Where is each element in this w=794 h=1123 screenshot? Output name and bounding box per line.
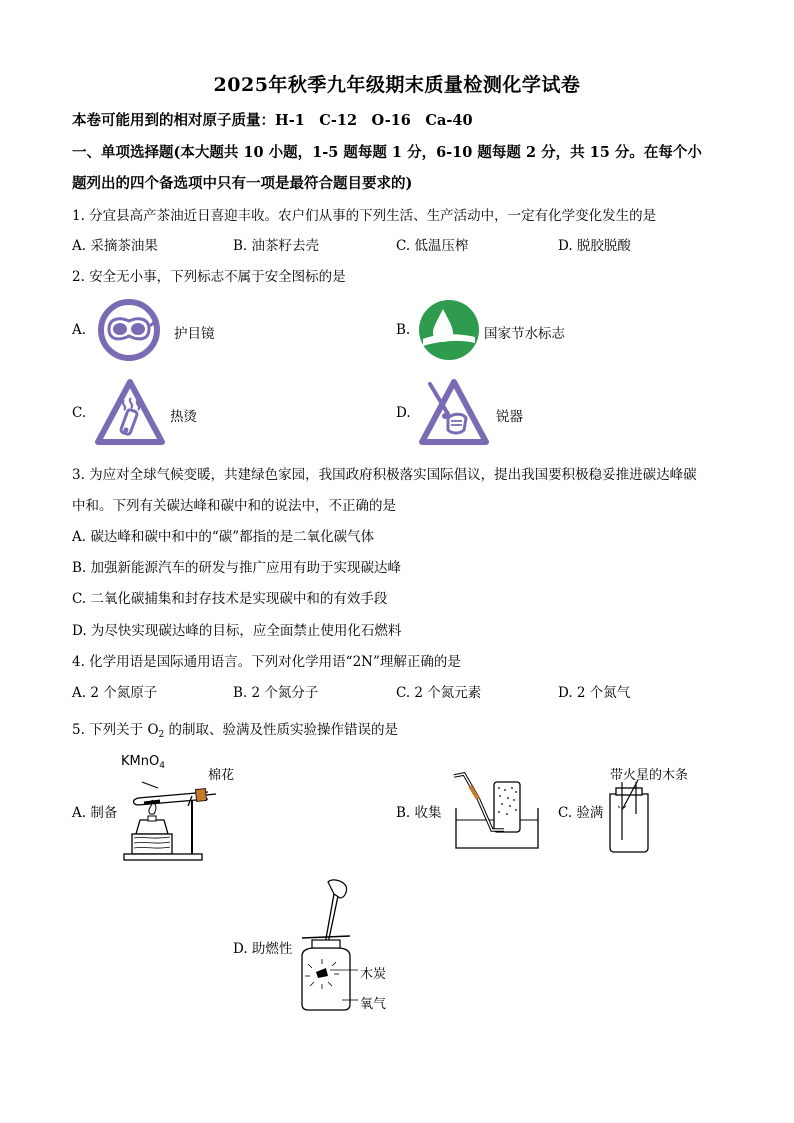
q1-option-c[interactable]: C. 低温压榨 — [396, 238, 469, 254]
q2-option-b-letter[interactable]: B. — [396, 322, 411, 338]
q3-option-d[interactable]: D. 为尽快实现碳达峰的目标，应全面禁止使用化石燃料 — [72, 623, 402, 639]
q2-option-a-letter[interactable]: A. — [72, 322, 87, 338]
q2-option-a-label: 护目镜 — [174, 326, 215, 342]
q4-option-b[interactable]: B. 2 个氮分子 — [233, 685, 319, 701]
charcoal-combustion-figure — [298, 876, 366, 1012]
page-title: 2025年秋季九年级期末质量检测化学试卷 — [213, 74, 581, 96]
q2-option-d-letter[interactable]: D. — [396, 405, 411, 421]
q3-option-b[interactable]: B. 加强新能源汽车的研发与推广应用有助于实现碳达峰 — [72, 560, 402, 576]
q5-option-b-label[interactable]: B. 收集 — [396, 805, 442, 821]
q4-stem: 4. 化学用语是国际通用语言。下列对化学用语“2N”理解正确的是 — [72, 654, 461, 670]
q2-option-b-label: 国家节水标志 — [484, 326, 565, 342]
q2-option-c-label: 热烫 — [170, 409, 197, 425]
cotton-label: 棉花 — [208, 768, 235, 783]
gas-check-figure — [604, 780, 654, 854]
q1-option-d[interactable]: D. 脱胶脱酸 — [558, 238, 631, 254]
q4-option-a[interactable]: A. 2 个氮原子 — [72, 685, 158, 701]
q4-option-d[interactable]: D. 2 个氮气 — [558, 685, 631, 701]
gas-collection-figure — [452, 772, 544, 852]
section1-heading-line1: 一、单项选择题(本大题共 10 小题，1-5 题每题 1 分，6-10 题每题 2 分，共 15 分。在每个小 — [72, 144, 702, 161]
q5-option-c-label[interactable]: C. 验满 — [558, 805, 604, 821]
glowing-stick-label: 带火星的木条 — [610, 768, 689, 783]
heating-apparatus-figure — [120, 770, 220, 862]
water-saving-sign-icon — [417, 299, 481, 361]
section1-heading-line2: 题列出的四个备选项中只有一项是最符合题目要求的) — [72, 175, 413, 192]
oxygen-label: 氧气 — [360, 997, 387, 1012]
q5-stem: 5. 下列关于 $O_2$ 的制取、验满及性质实验操作错误的是 — [72, 722, 399, 740]
hot-surface-sign-icon — [94, 378, 166, 446]
q1-option-b[interactable]: B. 油茶籽去壳 — [233, 238, 320, 254]
q5-option-a-label[interactable]: A. 制备 — [72, 805, 118, 821]
q3-option-a[interactable]: A. 碳达峰和碳中和中的“碳”都指的是二氧化碳气体 — [72, 529, 375, 545]
atomic-masses: 本卷可能用到的相对原子质量：H-1 C-12 O-16 Ca-40 — [72, 112, 473, 129]
goggles-sign-icon — [96, 298, 162, 362]
q1-option-a[interactable]: A. 采摘茶油果 — [72, 238, 158, 254]
charcoal-label: 木炭 — [360, 967, 387, 982]
q3-stem-line2: 中和。下列有关碳达峰和碳中和的说法中，不正确的是 — [72, 498, 396, 514]
q2-stem: 2. 安全无小事，下列标志不属于安全图标的是 — [72, 269, 346, 285]
kmno4-label: KMnO$_4$ — [121, 754, 165, 771]
sharp-object-sign-icon — [418, 378, 490, 446]
q2-option-d-label: 锐器 — [496, 409, 523, 425]
q3-stem-line1: 3. 为应对全球气候变暖，共建绿色家园，我国政府积极落实国际倡议，提出我国要积极稳妥推进碳达峰碳 — [72, 467, 697, 483]
q4-option-c[interactable]: C. 2 个氮元素 — [396, 685, 482, 701]
q2-option-c-letter[interactable]: C. — [72, 405, 87, 421]
q3-option-c[interactable]: C. 二氧化碳捕集和封存技术是实现碳中和的有效手段 — [72, 591, 388, 607]
q1-stem: 1. 分宜县高产茶油近日喜迎丰收。农户们从事的下列生活、生产活动中，一定有化学变化发生的是 — [72, 208, 657, 224]
q5-option-d-label[interactable]: D. 助燃性 — [233, 941, 293, 957]
